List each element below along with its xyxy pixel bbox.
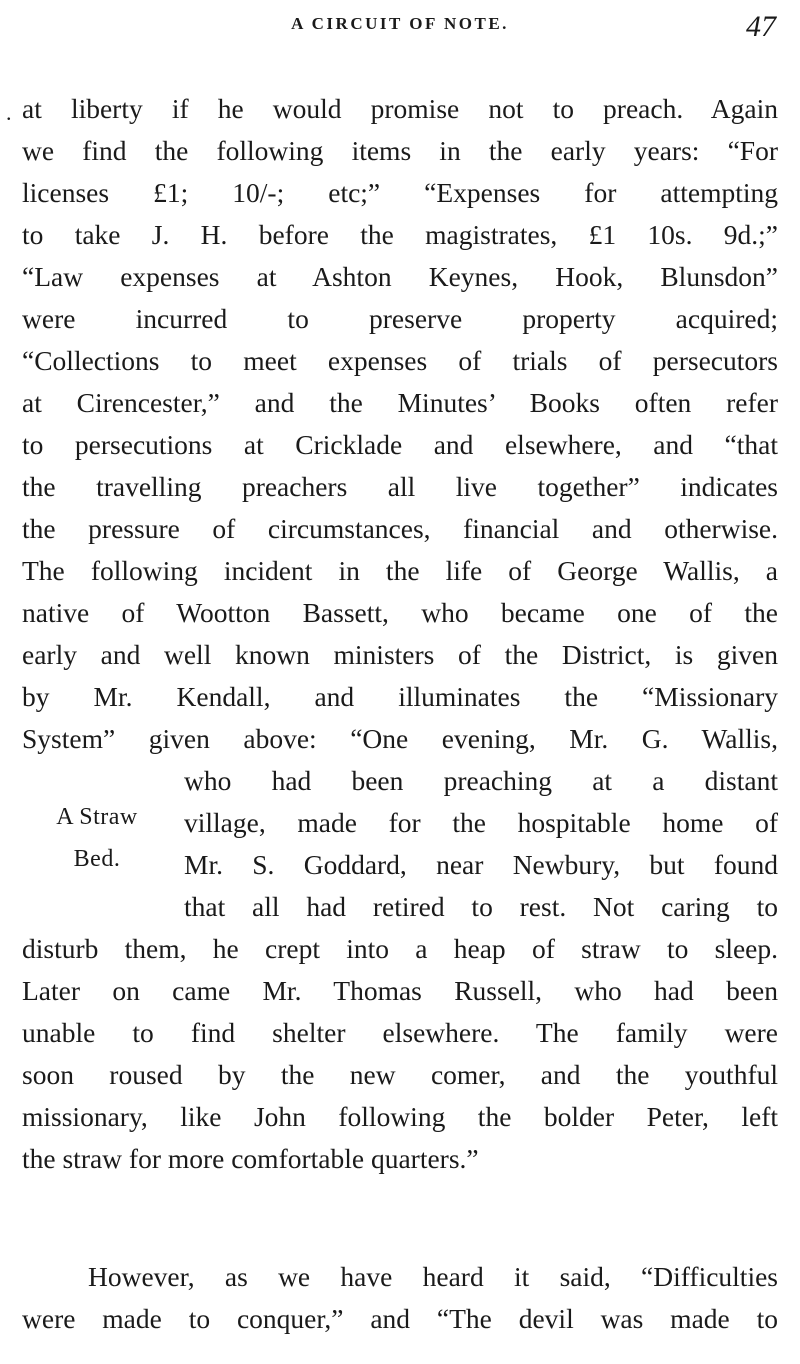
text-line: System” given above: “One evening, Mr. G. Wallis, [22, 723, 778, 754]
text-line: by Mr. Kendall, and illuminates the “Missionary [22, 681, 778, 712]
print-speck: . [6, 100, 12, 125]
text-line-inset: Mr. S. Goddard, near Newbury, but found [184, 849, 778, 880]
text-line-inset: that all had retired to rest. Not caring to [184, 891, 778, 922]
margin-note-line: A Straw [56, 804, 138, 830]
text-line: unable to find shelter elsewhere. The family were [22, 1017, 778, 1048]
margin-note-line: Bed. [73, 846, 121, 872]
text-line-inset: village, made for the hospitable home of [184, 807, 778, 838]
text-line: early and well known ministers of the District, is given [22, 639, 778, 670]
page-number: 47 [746, 10, 776, 43]
text-line: “Collections to meet expenses of trials of persecutors [22, 345, 778, 376]
text-line: However, as we have heard it said, “Difficulties [88, 1261, 778, 1292]
text-line: the travelling preachers all live together” indicates [22, 471, 778, 502]
text-line: at Cirencester,” and the Minutes’ Books often refer [22, 387, 778, 418]
text-line: Later on came Mr. Thomas Russell, who had been [22, 975, 778, 1006]
text-line: The following incident in the life of George Wallis, a [22, 555, 778, 586]
text-line: were made to conquer,” and “The devil was made to [22, 1303, 778, 1334]
text-line: to persecutions at Cricklade and elsewhere, and “that [22, 429, 778, 460]
text-line-inset: who had been preaching at a distant [184, 765, 778, 796]
text-line: to take J. H. before the magistrates, £1 10s. 9d.;” [22, 219, 778, 250]
text-line: missionary, like John following the bolder Peter, left [22, 1101, 778, 1132]
text-line: licenses £1; 10/-; etc;” “Expenses for attempting [22, 177, 778, 208]
text-line: were incurred to preserve property acquired; [22, 303, 778, 334]
text-line: we find the following items in the early years: “For [22, 135, 778, 166]
text-line: the straw for more comfortable quarters.” [22, 1143, 479, 1174]
running-header: A CIRCUIT OF NOTE. [291, 14, 509, 33]
text-line: the pressure of circumstances, financial and otherwise. [22, 513, 778, 544]
text-line: disturb them, he crept into a heap of straw to sleep. [22, 933, 778, 964]
text-line: native of Wootton Bassett, who became one of the [22, 597, 778, 628]
text-line: “Law expenses at Ashton Keynes, Hook, Blunsdon” [22, 261, 778, 292]
text-line: at liberty if he would promise not to preach. Again [22, 93, 778, 124]
text-line: soon roused by the new comer, and the youthful [22, 1059, 778, 1090]
